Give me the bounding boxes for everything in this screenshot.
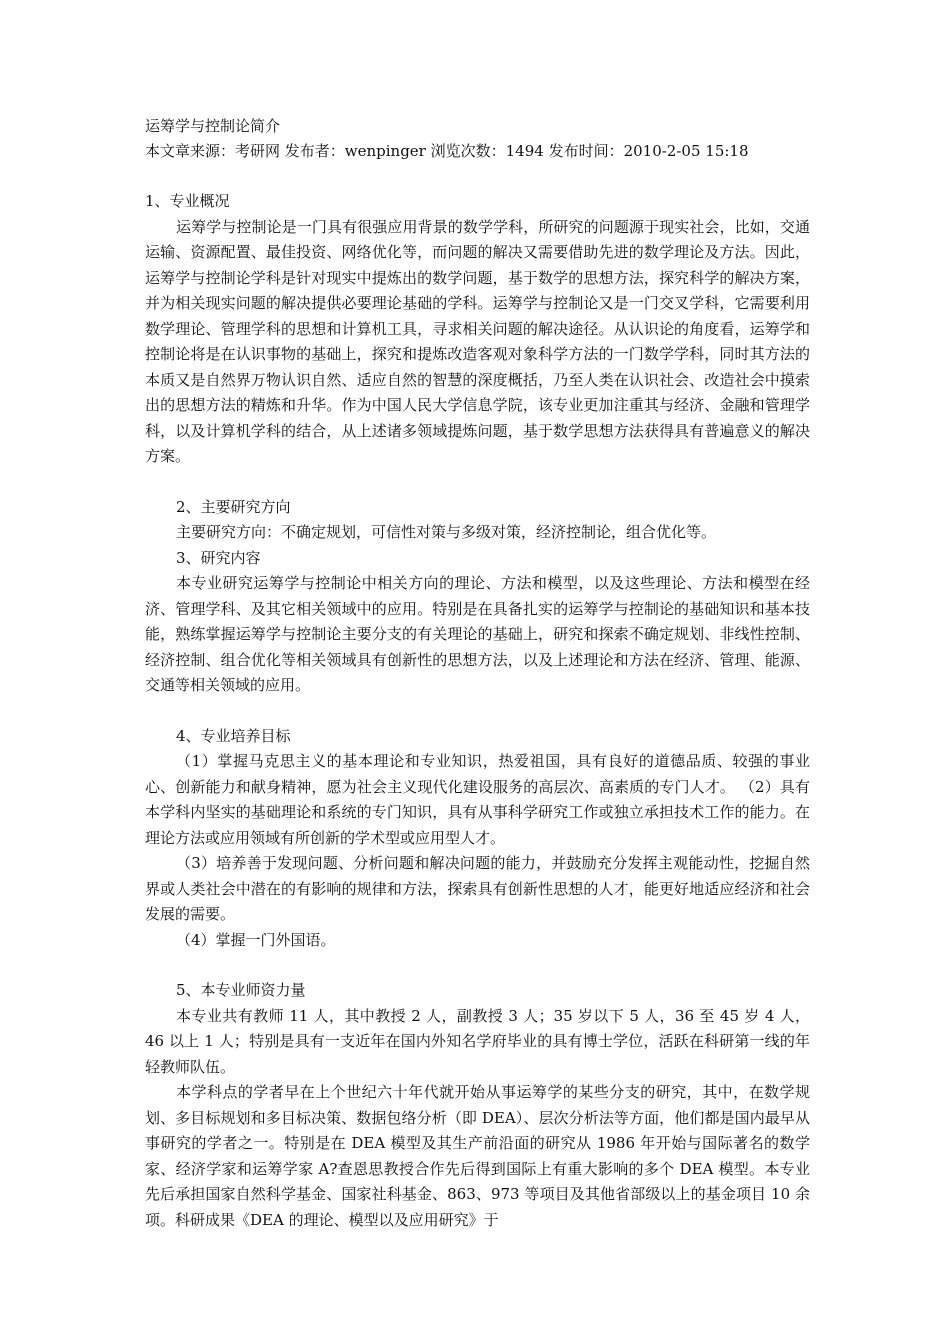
- section-4-paragraph-1: （1）掌握马克思主义的基本理论和专业知识，热爱祖国，具有良好的道德品质、较强的事业心、创新能力和献身精神，愿为社会主义现代化建设服务的高层次、高素质的专门人才。 （2）具有本学科内坚实的基础理论和系统的专门知识，具有从事科学研究工作或独立承担技术工作的能力。在理论方法或应用领域有所创新的学术型或应用型人才。: [145, 752, 810, 847]
- spacer: [145, 953, 810, 978]
- section-3-paragraph: 本专业研究运筹学与控制论中相关方向的理论、方法和模型，以及这些理论、方法和模型在经济、管理学科、及其它相关领域中的应用。特别是在具备扎实的运筹学与控制论的基础知识和基本技能，熟练掌握运筹学与控制论主要分支的有关理论的基础上，研究和探索不确定规划、非线性控制、经济控制、组合优化等相关领域具有创新性的思想方法，以及上述理论和方法在经济、管理、能源、交通等相关领域的应用。: [145, 574, 810, 694]
- section-5-heading: 5、本专业师资力量: [176, 981, 306, 999]
- doc-meta: 本文章来源：考研网 发布者：wenpinger 浏览次数：1494 发布时间：2010-2-05 15:18: [145, 142, 749, 160]
- section-5-paragraph-2: 本学科点的学者早在上个世纪六十年代就开始从事运筹学的某些分支的研究，其中，在数学规划、多目标规划和多目标决策、数据包络分析（即 DEA）、层次分析法等方面，他们都是国内最早从事研究的学者之一。特别是在 DEA 模型及其生产前沿面的研究从 1986 年开始与国际著名的数学家、经济学家和运筹学家 A?查恩思教授合作先后得到国际上有重大影响的多个 DEA 模型。本专业先后承担国家自然科学基金、国家社科基金、863、973 等项目及其他省部级以上的基金项目 10 余项。科研成果《DEA 的理论、模型以及应用研究》于: [145, 1083, 810, 1229]
- section-4-paragraph-3: （4）掌握一门外国语。: [176, 930, 336, 949]
- section-5-paragraph-1: 本专业共有教师 11 人，其中教授 2 人，副教授 3 人；35 岁以下 5 人，36 至 45 岁 4 人，46 以上 1 人；特别是具有一支近年在国内外知名学府毕业的具有博士学位，活跃在科研第一线的年轻教师队伍。: [145, 1006, 810, 1076]
- section-2-paragraph: 主要研究方向：不确定规划，可信性对策与多级对策，经济控制论，组合优化等。: [176, 523, 717, 541]
- section-1-paragraph: 运筹学与控制论是一门具有很强应用背景的数学学科，所研究的问题源于现实社会，比如，交通运输、资源配置、最佳投资、网络优化等，而问题的解决又需要借助先进的数学理论及方法。因此，运筹学与控制论学科是针对现实中提炼出的数学问题，基于数学的思想方法，探究科学的解决方案，并为相关现实问题的解决提供必要理论基础的学科。运筹学与控制论又是一门交叉学科，它需要利用数学理论、管理学科的思想和计算机工具，寻求相关问题的解决途径。从认识论的角度看，运筹学和控制论将是在认识事物的基础上，探究和提炼改造客观对象科学方法的一门数学学科，同时其方法的本质又是自然界万物认识自然、适应自然的智慧的深度概括，乃至人类在认识社会、改造社会中摸索出的思想方法的精炼和升华。作为中国人民大学信息学院，该专业更加注重其与经济、金融和管理学科，以及计算机学科的结合，从上述诸多领域提炼问题，基于数学思想方法获得具有普遍意义的解决方案。: [145, 217, 810, 465]
- section-4-heading: 4、专业培养目标: [176, 726, 291, 745]
- section-1-heading: 1、专业概况: [145, 192, 230, 210]
- spacer: [145, 699, 810, 724]
- section-2-heading: 2、主要研究方向: [176, 497, 291, 516]
- doc-title: 运筹学与控制论简介: [145, 117, 281, 135]
- section-3-heading: 3、研究内容: [176, 548, 261, 567]
- section-4-paragraph-2: （3）培养善于发现问题、分析问题和解决问题的能力，并鼓励充分发挥主观能动性，挖掘自然界或人类社会中潜在的有影响的规律和方法，探索具有创新性思想的人才，能更好地适应经济和社会发展的需要。: [145, 854, 810, 923]
- document-body: [145, 114, 810, 1233]
- spacer: [145, 470, 810, 495]
- spacer: [145, 164, 810, 189]
